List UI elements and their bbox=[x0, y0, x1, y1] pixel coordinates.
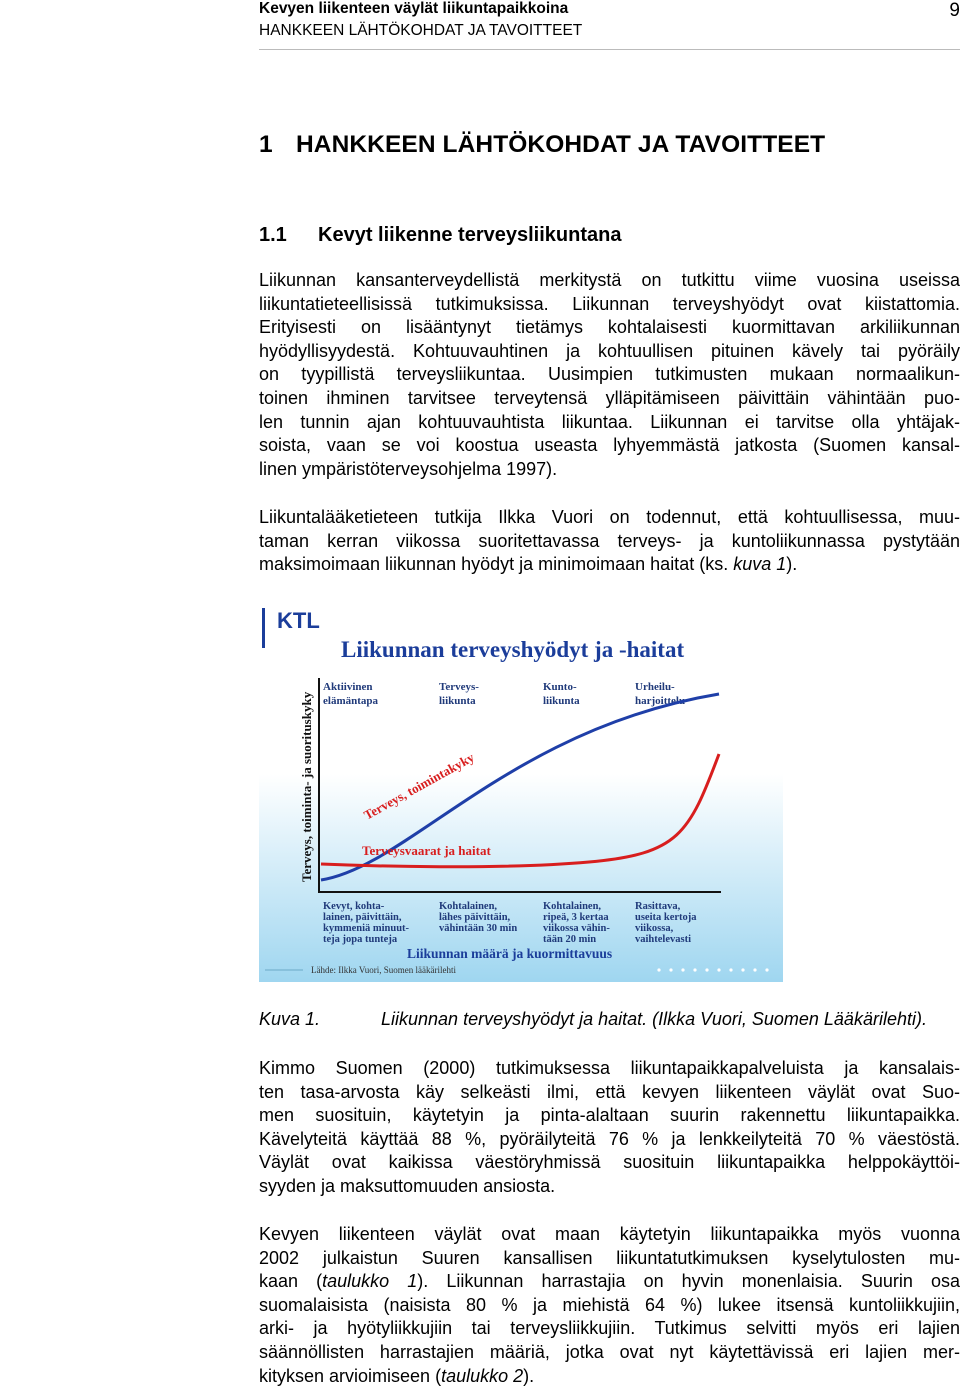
figure-title: Liikunnan terveyshyödyt ja -haitat bbox=[341, 637, 685, 662]
text-line: Väylät ovat kaikissa väestöryhmissä suosituin liikuntapaikka helppokäyttöi- bbox=[259, 1152, 960, 1173]
text-line: hyödyllisyydestä. Kohtuuvauhtinen ja kohtuullisen pituinen kävely tai pyöräily bbox=[259, 340, 960, 361]
bottom-category-2-line-3: vähintään 30 min bbox=[439, 923, 518, 934]
y-axis-label: Terveys, toiminta- ja suorituskyky bbox=[299, 691, 314, 882]
top-category-1-line-1: Aktiivinen bbox=[323, 681, 373, 693]
bottom-category-3-line-4: tään 20 min bbox=[543, 934, 597, 945]
text-line: arki- ja hyötyliikkujiin tai terveysliikkujiin. Tutkimus selvitti myös eri lajien bbox=[259, 1318, 960, 1339]
italic-reference: taulukko 1 bbox=[322, 1271, 418, 1292]
text-line: Kävelyteitä käyttää 88 %, pyöräilyteitä 76 % ja lenkkeilyteitä 70 % väestöstä. bbox=[259, 1128, 960, 1149]
header-rule bbox=[259, 49, 960, 50]
text-line: Liikuntalääketieteen tutkija Ilkka Vuori on todennut, että kohtuullisessa, muu- bbox=[259, 507, 960, 527]
text-line: Kimmo Suomen (2000) tutkimuksessa liikuntapaikkapalveluista ja kansalais- bbox=[259, 1058, 960, 1078]
figure-drawing bbox=[259, 604, 783, 982]
bottom-category-3-line-2: ripeä, 3 kertaa bbox=[543, 912, 609, 923]
text-line: toinen ihminen tarvitsee terveytensä ylläpitämiseen päivittäin vähintään puo- bbox=[259, 387, 960, 408]
logo-text: KTL bbox=[277, 608, 320, 633]
bottom-category-3-line-1: Kohtalainen, bbox=[543, 901, 602, 912]
top-category-4-line-1: Urheilu- bbox=[635, 681, 675, 693]
bottom-category-1-line-3: kymmeniä minuut- bbox=[323, 923, 410, 934]
text-segment: maksimoimaan liikunnan hyödyt ja minimoimaan haitat (ks. bbox=[259, 554, 734, 575]
bottom-category-3-line-3: viikossa vähin- bbox=[543, 923, 610, 934]
top-category-3-line-2: liikunta bbox=[543, 695, 580, 707]
bottom-category-4-line-4: vaihtelevasti bbox=[635, 934, 691, 945]
x-axis-label: Liikunnan määrä ja kuormittavuus bbox=[407, 946, 613, 961]
chapter-title: HANKKEEN LÄHTÖKOHDAT JA TAVOITTEET bbox=[296, 131, 826, 158]
paragraph-2 bbox=[259, 506, 960, 577]
text-line bbox=[259, 553, 960, 577]
bottom-category-4-line-1: Rasittava, bbox=[635, 901, 681, 912]
header-document-title: Kevyen liikenteen väylät liikuntapaikkoina bbox=[259, 0, 569, 17]
figure-caption bbox=[259, 1009, 960, 1030]
paragraph-4 bbox=[259, 1223, 960, 1388]
benefit-curve-label: Terveys, toimintakyky bbox=[361, 749, 477, 823]
text-line: soista, vaan se voi koostua useasta lyhyemmästä jatkosta (Suomen kansal- bbox=[259, 435, 960, 456]
figure-health-benefits-chart bbox=[259, 604, 783, 982]
bottom-category-1-line-4: teja jopa tunteja bbox=[323, 934, 398, 945]
caption-label: Kuva 1. bbox=[259, 1009, 321, 1029]
section-number: 1.1 bbox=[259, 224, 287, 246]
running-header bbox=[259, 0, 960, 50]
text-segment: kaan ( bbox=[259, 1271, 323, 1292]
text-line: ten tasa-arvosta käy selkeästi ilmi, että kevyen liikenteen väylät ovat Suo- bbox=[259, 1081, 960, 1102]
italic-reference: taulukko 2 bbox=[441, 1365, 524, 1386]
logo-bar bbox=[262, 608, 265, 648]
page-number: 9 bbox=[949, 0, 960, 21]
text-line bbox=[259, 1365, 960, 1389]
text-line: syyden ja maksuttomuuden ansiosta. bbox=[259, 1175, 556, 1196]
top-category-1-line-2: elämäntapa bbox=[323, 695, 378, 707]
bottom-category-2-line-2: lähes päivittäin, bbox=[439, 912, 511, 923]
text-segment: kityksen arvioimiseen ( bbox=[259, 1365, 442, 1386]
bottom-category-4-line-3: viikossa, bbox=[635, 923, 674, 934]
bottom-category-2-line-1: Kohtalainen, bbox=[439, 901, 498, 912]
text-line: Liikunnan kansanterveydellistä merkitystä on tutkittu viime vuosina useissa bbox=[259, 270, 960, 290]
caption-text: Liikunnan terveyshyödyt ja haitat. (Ilkka Vuori, Suomen Lääkärilehti). bbox=[381, 1009, 927, 1029]
text-line: len tunnin ajan kohtuuvauhtista liikuntaa. Liikunnan ei tarvitse olla yhtäjak- bbox=[259, 411, 960, 432]
paragraph-1 bbox=[259, 269, 960, 481]
chapter-number: 1 bbox=[259, 131, 273, 158]
text-line: säännöllisten harrastajien määriä, jotka ovat nyt käytettävissä eri lajien mer- bbox=[259, 1341, 960, 1362]
text-line: linen ympäristöterveysohjelma 1997). bbox=[259, 458, 558, 479]
text-line: on tyypillistä terveysliikuntaa. Uusimpien tutkimusten mukaan normaalikun- bbox=[259, 364, 960, 385]
italic-reference: kuva 1 bbox=[733, 554, 787, 575]
paragraph-3 bbox=[259, 1057, 960, 1199]
text-line: Erityisesti on lisääntynyt tietämys kohtalaisesti kuormittavan arkiliikunnan bbox=[259, 317, 960, 338]
text-line: liikuntatieteellisissä tutkimuksissa. Liikunnan terveyshyödyt ovat kiistattomia. bbox=[259, 293, 960, 314]
harm-curve-label: Terveysvaarat ja haitat bbox=[362, 843, 491, 858]
text-line bbox=[259, 1270, 960, 1294]
top-category-2-line-1: Terveys- bbox=[439, 681, 479, 693]
text-line: men suosituin, käytetyin ja pinta-alaltaan suurin rakennettu liikuntapaikka. bbox=[259, 1105, 960, 1126]
top-category-2-line-2: liikunta bbox=[439, 695, 476, 707]
bottom-category-1-line-1: Kevyt, kohta- bbox=[323, 901, 385, 912]
top-category-4-line-2: harjoittelu bbox=[635, 695, 686, 707]
header-section-title: HANKKEEN LÄHTÖKOHDAT JA TAVOITTEET bbox=[259, 22, 583, 39]
bottom-category-4-line-2: useita kertoja bbox=[635, 912, 697, 923]
figure-source: Lähde: Ilkka Vuori, Suomen lääkärilehti bbox=[311, 965, 457, 975]
chapter-heading bbox=[259, 131, 825, 159]
text-line: suomalaisista (naisista 80 % ja miehistä 64 %) lukee itsensä kuntoliikkujiin, bbox=[259, 1294, 960, 1315]
text-segment: ). Liikunnan harrastajia on hyvin monenlaisia. Suurin osa bbox=[417, 1271, 960, 1292]
text-line: taman kerran viikossa suoritettavassa terveys- ja kuntoliikunnassa pystytään bbox=[259, 530, 960, 551]
top-category-3-line-1: Kunto- bbox=[543, 681, 577, 693]
text-line: Kevyen liikenteen väylät ovat maan käytetyin liikuntapaikka myös vuonna bbox=[259, 1224, 960, 1244]
text-segment: ). bbox=[523, 1365, 535, 1386]
section-heading bbox=[259, 224, 621, 247]
bottom-category-1-line-2: lainen, päivittäin, bbox=[323, 912, 402, 923]
text-line: 2002 julkaistun Suuren kansallisen liikuntatutkimuksen kyselytulosten mu- bbox=[259, 1247, 960, 1268]
text-segment: ). bbox=[786, 554, 798, 575]
section-title: Kevyt liikenne terveysliikuntana bbox=[318, 224, 622, 246]
